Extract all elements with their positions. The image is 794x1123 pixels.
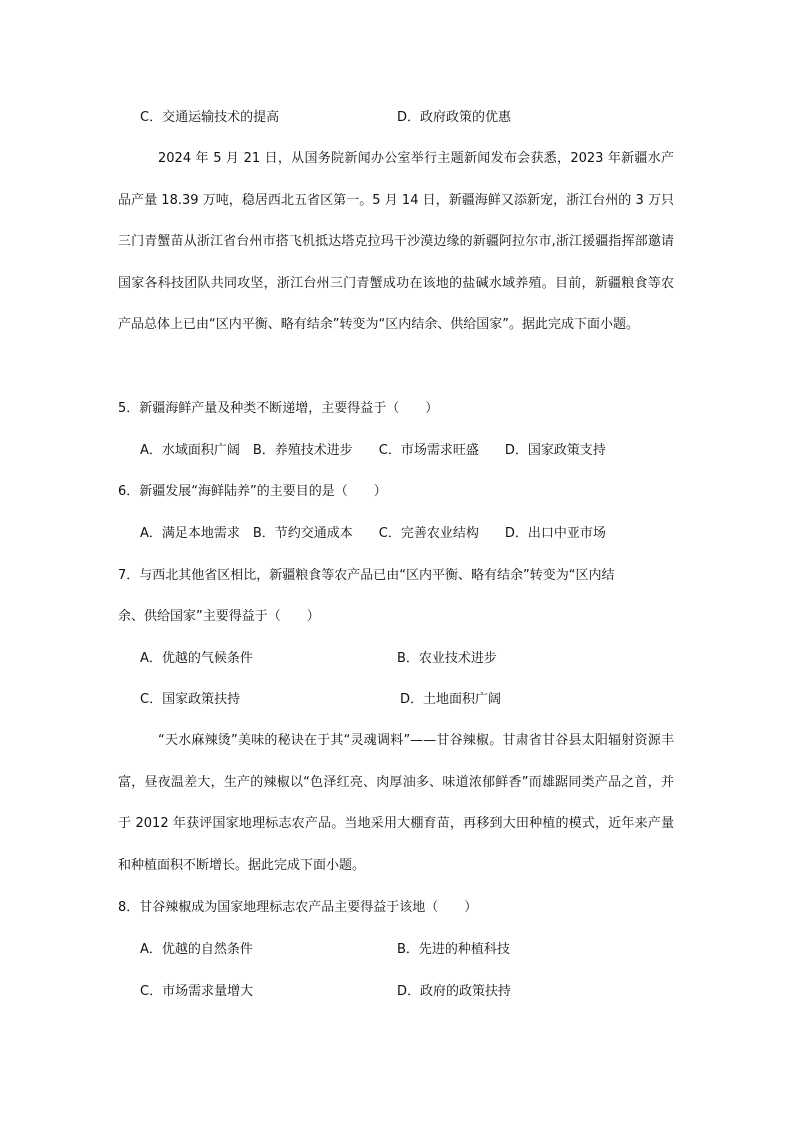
q7-option-a: A．优越的气候条件: [140, 651, 253, 666]
q8-option-a: A．优越的自然条件: [140, 942, 253, 957]
passage-gangu-pepper: “天水麻辣烫”美味的秘诀在于其“灵魂调料”——甘谷辣椒。甘肃省甘谷县太阳辐射资源丰富，昼夜温差大，生产的辣椒以“色泽红亮、肉厚油多、味道浓郁鲜香”而雄踞同类产品之首，并于 2012 年获评国家地理标志农产品。当地采用大棚育苗，再移到大田种植的模式，近年来产量和种植面积不断增长。据此完成下面小题。: [118, 733, 674, 873]
q7-stem-line2: 余、供给国家”主要得益于（ ）: [118, 609, 320, 624]
q7-option-c: C．国家政策扶持: [140, 692, 241, 707]
q8-stem: 8．甘谷辣椒成为国家地理标志农产品主要得益于该地（ ）: [118, 900, 478, 915]
q8-option-c: C．市场需求量增大: [140, 984, 254, 999]
q8-option-d: D．政府的政策扶持: [397, 984, 512, 999]
q7-stem-line1: 7．与西北其他省区相比，新疆粮食等农产品已由“区内平衡、略有结余”转变为“区内结: [118, 568, 615, 583]
q5-stem: 5．新疆海鲜产量及种类不断递增，主要得益于（ ）: [118, 401, 439, 416]
q7-option-d: D．土地面积广阔: [400, 692, 502, 707]
q4-option-d: D．政府政策的优惠: [397, 110, 512, 125]
q4-option-c: C．交通运输技术的提高: [140, 110, 280, 125]
q6-options: A．满足本地需求 B．节约交通成本 C．完善农业结构 D．出口中亚市场: [140, 526, 606, 541]
q5-options: A．水域面积广阔 B．养殖技术进步 C．市场需求旺盛 D．国家政策支持: [140, 443, 606, 458]
q7-option-b: B．农业技术进步: [397, 651, 497, 666]
passage-xinjiang-seafood: 2024 年 5 月 21 日，从国务院新闻办公室举行主题新闻发布会获悉，2023 年新疆水产品产量 18.39 万吨，稳居西北五省区第一。5 月 14 日，新疆海鲜又添新宠，浙江台州的 3 万只三门青蟹苗从浙江省台州市搭飞机抵达塔克拉玛干沙漠边缘的新疆阿拉尔市,浙江援疆指挥部邀请国家各科技团队共同攻坚，浙江台州三门青蟹成功在该地的盐碱水域养殖。目前，新疆粮食等农产品总体上已由“区内平衡、略有结余”转变为“区内结余、供给国家”。据此完成下面小题。: [118, 151, 674, 333]
q8-option-b: B．先进的种植科技: [397, 942, 510, 957]
q6-stem: 6．新疆发展“海鲜陆养”的主要目的是（ ）: [118, 484, 387, 499]
